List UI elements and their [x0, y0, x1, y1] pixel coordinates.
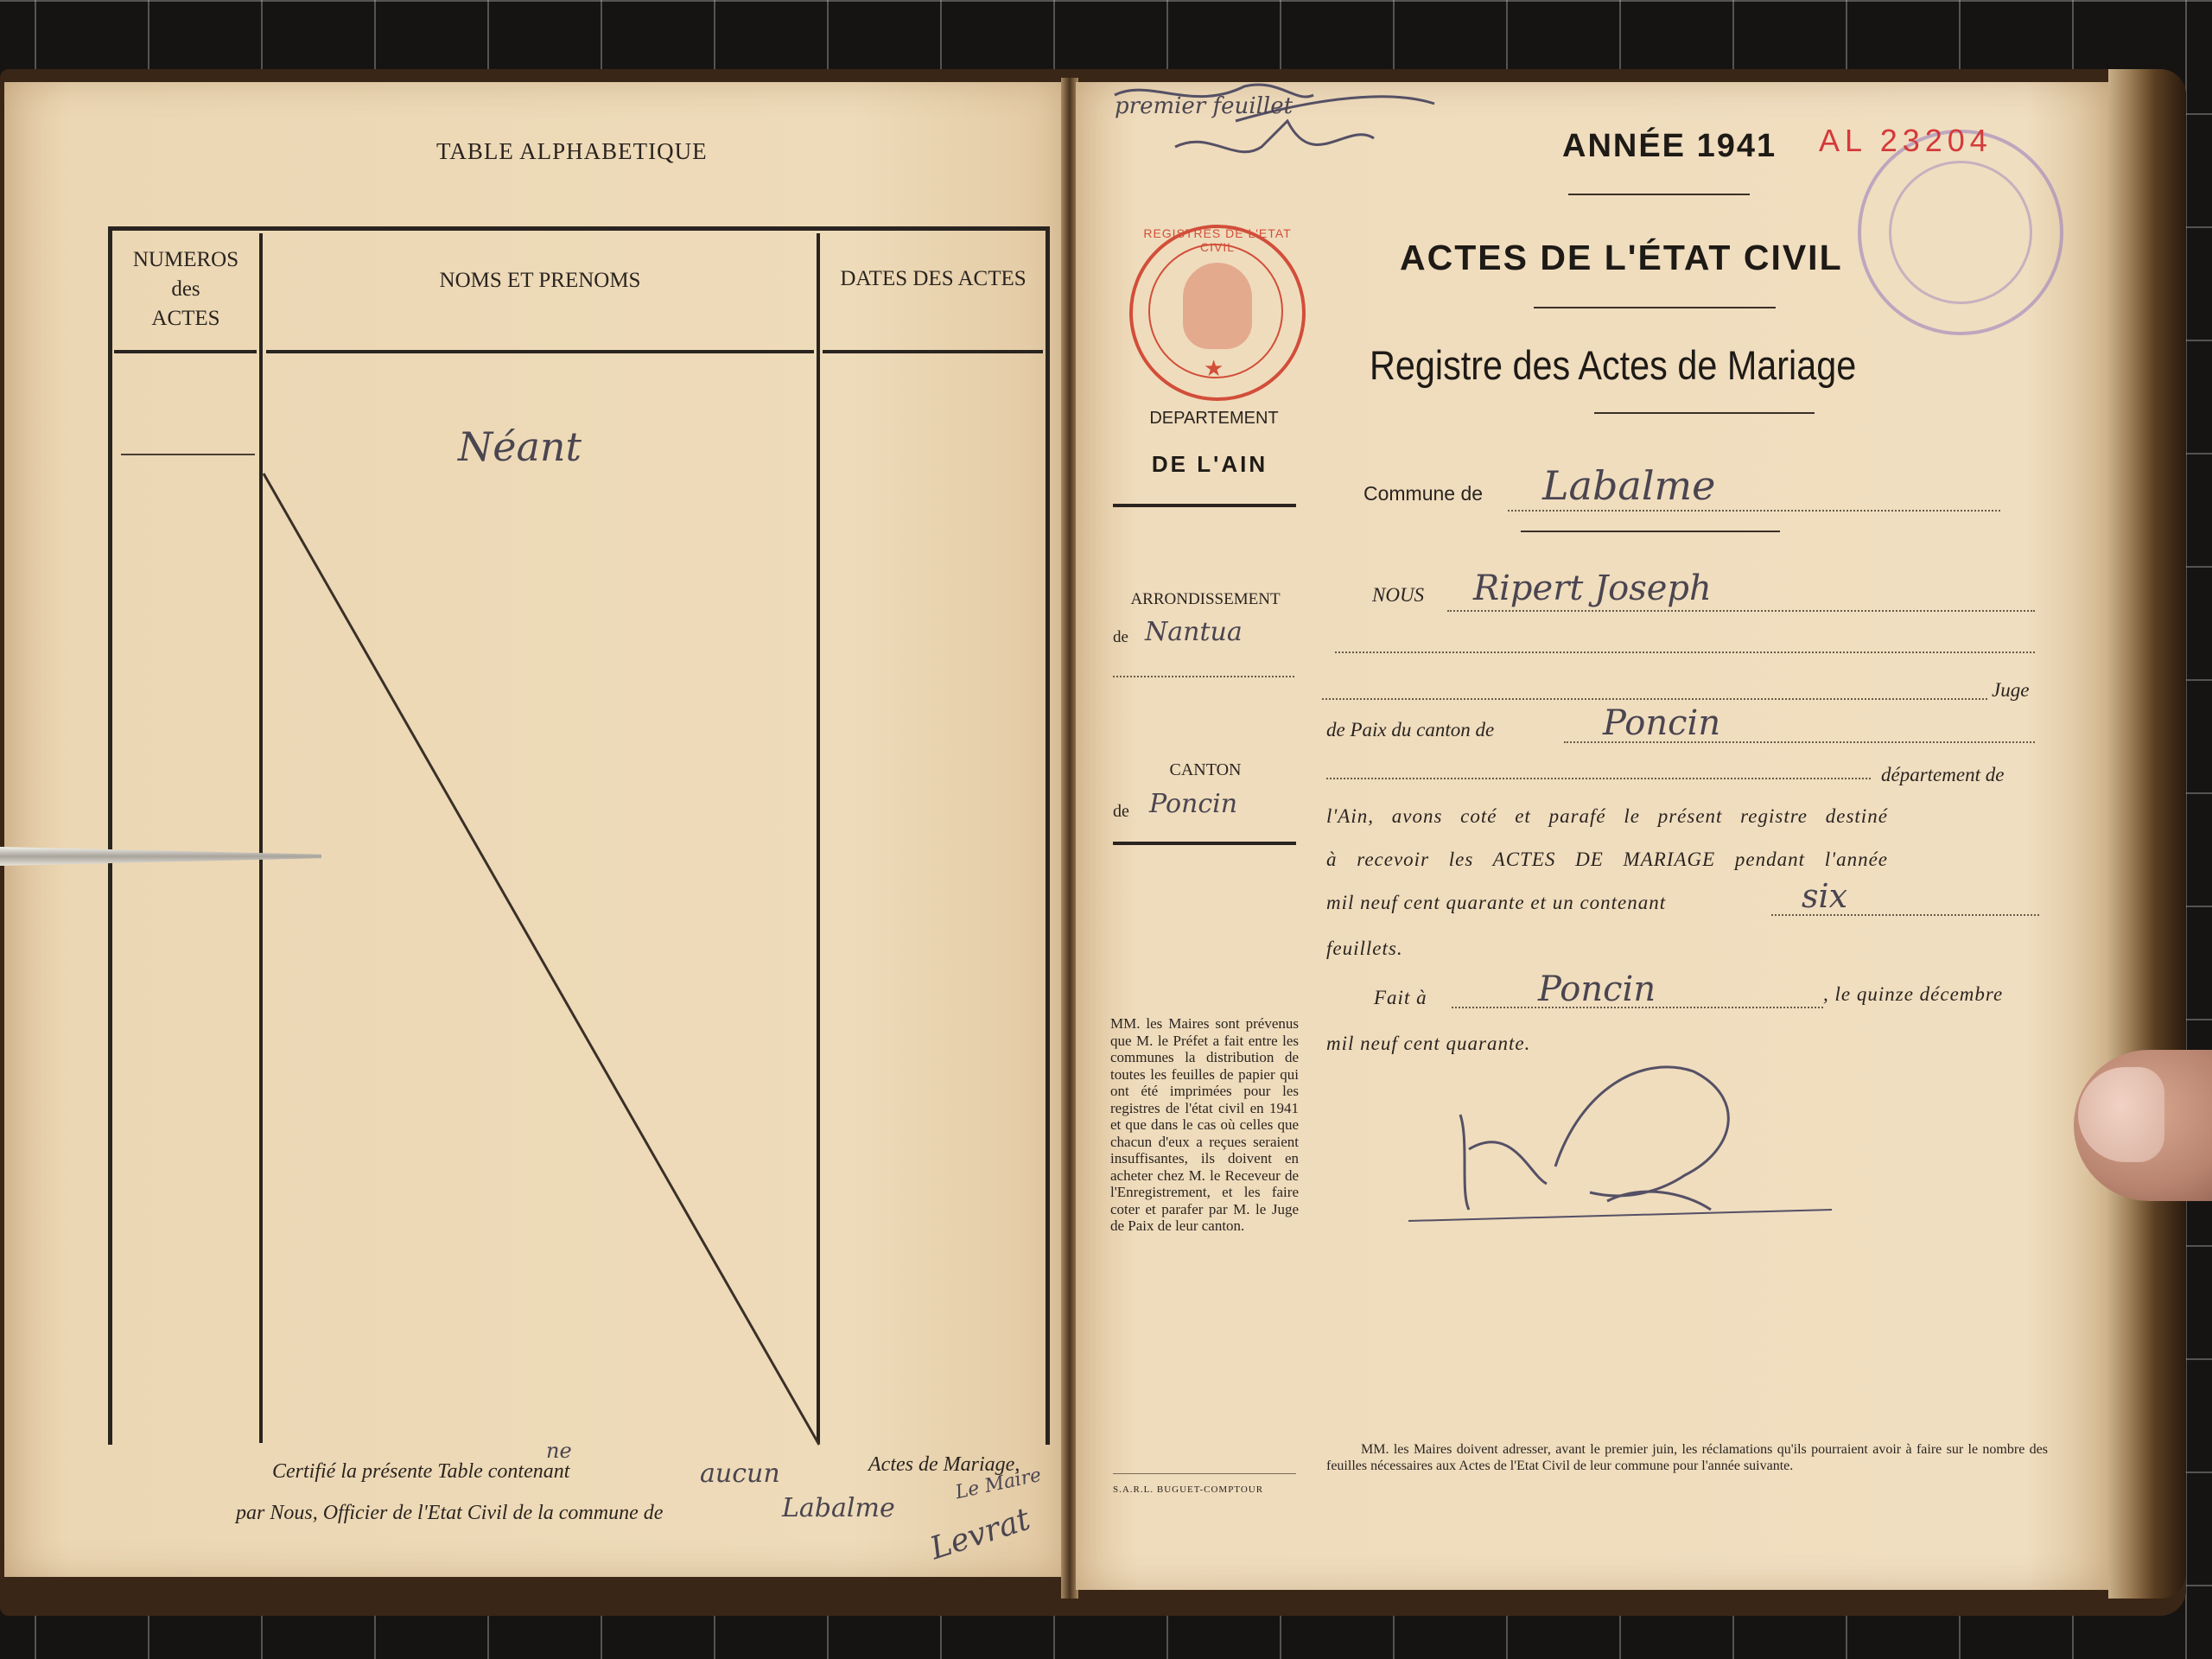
nous-dots-2 — [1335, 652, 2035, 653]
paix-value: Poncin — [1603, 703, 1721, 743]
canton-value: Poncin — [1149, 789, 1238, 819]
certification-line1: Certifié la présente Table contenant — [272, 1460, 570, 1483]
arrondissement-prefix: de — [1113, 628, 1128, 646]
fait-label: Fait à — [1374, 987, 1427, 1008]
table-title: TABLE ALPHABETIQUE — [436, 138, 708, 164]
body-line-1: l'Ain, avons coté et parafé le présent registre destiné — [1326, 805, 1888, 827]
seal-marianne-icon — [1183, 263, 1252, 349]
departement-value: DE L'AIN — [1151, 451, 1268, 477]
departement-dots — [1326, 778, 1871, 779]
sidebar-rule-3 — [1113, 1473, 1296, 1474]
handwritten-commune-left: Labalme — [782, 1493, 895, 1523]
certification-line1-end: Actes de Mariage, — [868, 1453, 1020, 1476]
handwritten-count: aucun — [700, 1459, 780, 1489]
canton-stamp — [1858, 130, 2063, 335]
etat-civil-seal — [1129, 225, 1306, 401]
handwritten-maire-title: Le Maire — [953, 1464, 1044, 1504]
canton-prefix: de — [1113, 802, 1129, 821]
commune-value: Labalme — [1542, 462, 1716, 509]
commune-dots — [1508, 510, 2000, 512]
certification-line2: par Nous, Officier de l'Etat Civil de la commune de — [236, 1502, 664, 1524]
date-text: , le quinze décembre — [1823, 983, 2004, 1005]
col-header-noms: NOMS ET PRENOMS — [439, 269, 641, 292]
fait-dots — [1452, 1007, 1823, 1008]
col-header-numeros-line2: des — [171, 277, 200, 301]
body-line-3: mil neuf cent quarante et un contenant — [1326, 892, 1667, 913]
seal-star-icon: ★ — [1204, 356, 1224, 381]
nous-label: NOUS — [1372, 584, 1425, 606]
sidebar-dots-1 — [1113, 676, 1294, 677]
sidebar-notice: MM. les Maires sont prévenus que M. le Préfet a fait entre les communes la distribution de toutes les feuilles de papier qui ont été imprimées pour les registres de l'état civil en 1941 et que dans le cas où celles que chacun d'eux a reçues seraient insuffisantes, ils doivent en acheter chez M. le Receveur de l'Enregistrement, et les faire coter et parafer par M. le Juge de Paix de leur canton. — [1110, 1015, 1299, 1234]
arrondissement-value: Nantua — [1145, 617, 1243, 647]
main-header: ACTES DE L'ÉTAT CIVIL — [1400, 238, 1843, 277]
nous-value: Ripert Joseph — [1473, 569, 1712, 608]
juge-label: Juge — [1992, 679, 2030, 701]
printer-credit: S.A.R.L. BUGUET-COMPTOUR — [1113, 1484, 1264, 1495]
date-text-2: mil neuf cent quarante. — [1326, 1033, 1531, 1054]
body-line-4: feuillets. — [1326, 938, 1403, 959]
body-line-2: à recevoir les ACTES DE MARIAGE pendant l'année — [1326, 849, 1888, 870]
handwritten-superscript: ne — [546, 1439, 572, 1463]
col-header-numeros-line1: NUMEROS — [132, 248, 239, 271]
handwritten-premier-feuillet: premier feuillet — [1115, 93, 1294, 119]
paix-label: de Paix du canton de — [1326, 719, 1495, 741]
contenant-dots — [1771, 914, 2039, 916]
juge-dots — [1322, 698, 1987, 700]
sub-header: Registre des Actes de Mariage — [1370, 342, 1857, 388]
stamp-number: AL 23204 — [1819, 123, 1993, 158]
year-label: ANNÉE 1941 — [1562, 128, 1777, 164]
handwritten-maire-signature: Levrat — [925, 1501, 1035, 1567]
fait-value: Poncin — [1538, 969, 1656, 1009]
thumbnail — [2078, 1067, 2164, 1162]
handwritten-neant: Néant — [458, 423, 582, 470]
nous-dots-1 — [1447, 610, 2035, 612]
arrondissement-label: ARRONDISSEMENT — [1130, 590, 1281, 608]
sidebar-rule-2 — [1113, 842, 1296, 845]
canton-label: CANTON — [1169, 760, 1242, 779]
departement-label: DEPARTEMENT — [1149, 409, 1279, 428]
paix-dots — [1564, 741, 2035, 743]
footer-notice: MM. les Maires doivent adresser, avant le premier juin, les réclamations qu'ils pourraient avoir à faire sur le nombre des feuilles nécessaires aux Actes de l'Etat Civil de leur commune pour l'année suivante. — [1326, 1442, 2048, 1473]
commune-label: Commune de — [1363, 482, 1484, 505]
body-line-3-value: six — [1802, 877, 1848, 915]
sidebar-rule-1 — [1113, 504, 1296, 507]
col-header-dates: DATES DES ACTES — [840, 267, 1027, 290]
col-header-numeros-line3: ACTES — [151, 307, 220, 330]
seal-text: REGISTRES DE L'ETAT CIVIL — [1143, 226, 1292, 254]
departement-de-text: département de — [1881, 764, 2005, 785]
